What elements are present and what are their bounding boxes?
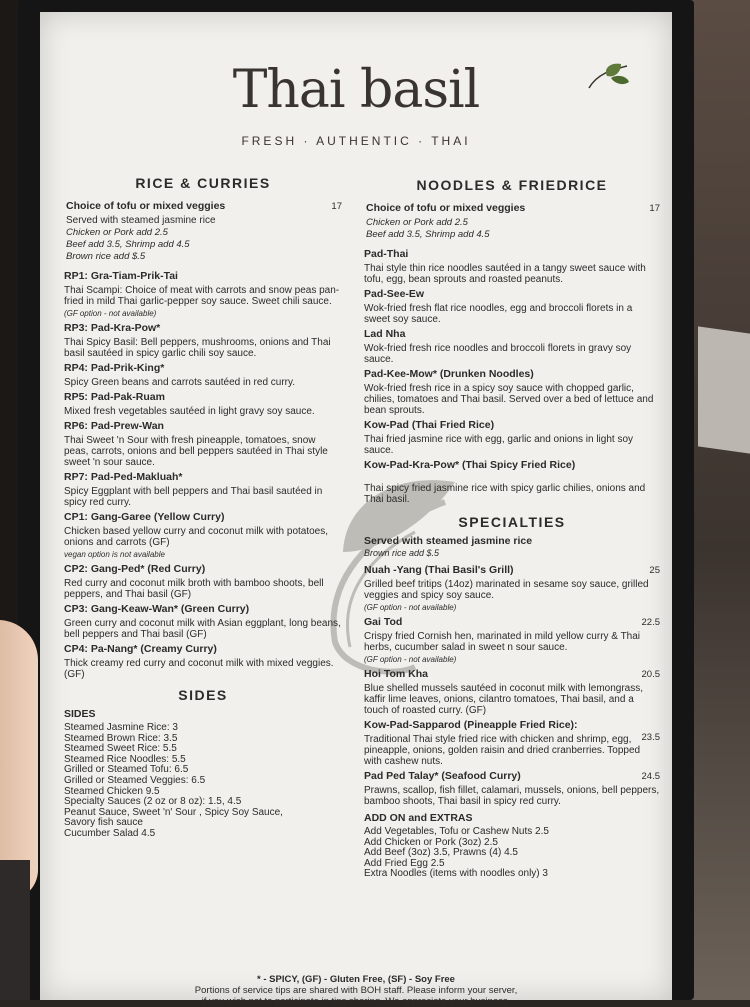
- item-price: 20.5: [641, 669, 660, 680]
- sides-subtitle: SIDES: [64, 708, 96, 720]
- footer-line: Portions of service tips are shared with BOH staff. Please inform your server,: [194, 985, 518, 996]
- item-name: RP1: Gra-Tiam-Prik-Tai: [64, 270, 178, 282]
- side-item: Grilled or Steamed Tofu: 6.5: [64, 764, 189, 776]
- item-price: 22.5: [641, 617, 660, 628]
- item-price: 23.5: [641, 732, 660, 743]
- choice-line: Beef add 3.5, Shrimp add 4.5: [366, 229, 490, 240]
- item-name: Gai Tod: [364, 616, 403, 628]
- section-title-specialties: SPECIALTIES: [458, 514, 566, 530]
- menu-item: [364, 329, 660, 365]
- menu-item: [64, 644, 342, 680]
- specialties-intro: Served with steamed jasmine rice: [364, 535, 533, 547]
- item-note: vegan option is not available: [64, 550, 165, 559]
- footer-line: if you wish not to participate in tips sharing. We appreciate your business.: [201, 996, 511, 1007]
- addon-item: Add Beef (3oz) 3.5, Prawns (4) 4.5: [364, 847, 518, 859]
- item-desc: Red curry and coconut milk broth with bamboo shoots, bell peppers, and Thai basil (GF): [64, 578, 324, 600]
- menu-item: [64, 472, 342, 508]
- menu-item: [364, 420, 660, 456]
- basil-leaf-icon: [587, 62, 631, 92]
- item-desc: Wok-fried fresh rice noodles and broccoli florets in gravy soy sauce.: [364, 343, 632, 365]
- choice-line: Brown rice add $.5: [66, 251, 146, 262]
- addon-list: [364, 827, 660, 880]
- choice-price: 17: [331, 201, 342, 212]
- item-name: Pad-Kee-Mow* (Drunken Noodles): [364, 368, 534, 380]
- item-desc: Traditional Thai style fried rice with chicken and shrimp, egg, pineapple, onions, golden raisin and dried cranberries. Topped with cashew nuts.: [364, 734, 641, 767]
- background-paper: [698, 326, 750, 453]
- logo: [40, 60, 672, 148]
- item-name: CP3: Gang-Keaw-Wan* (Green Curry): [64, 603, 250, 615]
- item-name: Kow-Pad-Kra-Pow* (Thai Spicy Fried Rice): [364, 459, 576, 471]
- menu-item: [364, 460, 660, 505]
- item-name: Pad-Thai: [364, 248, 409, 260]
- menu-item: [64, 512, 342, 560]
- side-item: Steamed Brown Rice: 3.5: [64, 732, 178, 744]
- item-name: Lad Nha: [364, 328, 406, 340]
- item-desc: Wok-fried fresh flat rice noodles, egg and broccoli florets in a sweet soy sauce.: [364, 303, 633, 325]
- side-item: Grilled or Steamed Veggies: 6.5: [64, 774, 206, 786]
- item-desc: Prawns, scallop, fish fillet, calamari, mussels, onions, bell peppers, bamboo shoots, Thai basil in spicy red curry.: [364, 785, 660, 807]
- side-item: Steamed Jasmine Rice: 3: [64, 722, 178, 733]
- side-item: Steamed Sweet Rice: 5.5: [64, 743, 177, 755]
- choice-line: Chicken or Pork add 2.5: [66, 227, 168, 238]
- side-item: Cucumber Salad 4.5: [64, 827, 156, 839]
- item-note: (GF option - not available): [364, 603, 457, 612]
- side-item: Steamed Chicken 9.5: [64, 785, 160, 797]
- menu-item: [64, 421, 342, 468]
- item-name: CP4: Pa-Nang* (Creamy Curry): [64, 643, 217, 655]
- side-item: Steamed Rice Noodles: 5.5: [64, 753, 186, 765]
- addon-title: ADD ON and EXTRAS: [364, 812, 473, 824]
- specialty-item: [364, 617, 660, 665]
- item-name: Hoi Tom Kha: [364, 668, 428, 680]
- menu-item: [64, 604, 342, 640]
- section-title-rice-curries: RICE & CURRIES: [135, 175, 271, 191]
- item-desc: Spicy Green beans and carrots sautéed in red curry.: [64, 377, 296, 388]
- specialty-item: [364, 720, 660, 767]
- item-desc: Thai Spicy Basil: Bell peppers, mushrooms, onions and Thai basil sautéed in spicy garlic chili soy sauce.: [64, 337, 331, 359]
- menu-item: [364, 289, 660, 325]
- item-desc: Thai fried jasmine rice with egg, garlic and onions in light soy sauce.: [364, 434, 634, 456]
- menu-item: [64, 363, 342, 388]
- item-desc: Crispy fried Cornish hen, marinated in mild yellow curry & Thai herbs, cucumber salad in sweet n sour sauce.: [364, 631, 641, 653]
- menu-item: [64, 271, 342, 319]
- item-name: RP3: Pad-Kra-Pow*: [64, 322, 161, 334]
- item-name: RP7: Pad-Ped-Makluah*: [64, 471, 183, 483]
- menu-item: [64, 323, 342, 359]
- item-desc: Thai Scampi: Choice of meat with carrots and snow peas pan-fried in mild Thai garlic-pepper soy sauce. Sweet chili sauce.: [64, 285, 340, 307]
- item-price: 25: [649, 565, 660, 576]
- specialties-intro-note: Brown rice add $.5: [364, 548, 440, 558]
- item-name: Kow-Pad-Sapparod (Pineapple Fried Rice):: [364, 719, 578, 731]
- choice-name: Choice of tofu or mixed veggies: [66, 200, 226, 212]
- item-desc: Thick creamy red curry and coconut milk with mixed veggies. (GF): [64, 658, 334, 680]
- menu-page: [40, 12, 672, 1007]
- hand-thumb: [0, 620, 38, 900]
- side-item: Specialty Sauces (2 oz or 8 oz): 1.5, 4.5: [64, 796, 242, 808]
- menu-item: [364, 249, 660, 285]
- item-note: (GF option - not available): [64, 309, 157, 318]
- side-item: Savory fish sauce: [64, 817, 143, 829]
- menu-item: [364, 369, 660, 416]
- item-desc: Wok-fried fresh rice in a spicy soy sauce with chopped garlic, chilies, tomatoes and Thai basil. Served over a bed of lettuce and bean sprouts.: [364, 383, 654, 416]
- item-name: RP4: Pad-Prik-King*: [64, 362, 165, 374]
- item-price: 24.5: [641, 771, 660, 782]
- item-name: RP5: Pad-Pak-Ruam: [64, 391, 165, 403]
- item-name: Pad-See-Ew: [364, 288, 425, 300]
- logo-text: Thai basil: [232, 60, 480, 120]
- item-desc: Grilled beef tritips (14oz) marinated in sesame soy sauce, grilled veggies and spicy soy sauce.: [364, 579, 649, 601]
- section-title-noodles: NOODLES & FRIEDRICE: [416, 177, 608, 193]
- specialty-item: [364, 771, 660, 807]
- addon-item: Add Vegetables, Tofu or Cashew Nuts 2.5: [364, 826, 549, 837]
- sleeve: [0, 860, 30, 1000]
- choice-name: Choice of tofu or mixed veggies: [366, 202, 526, 214]
- tagline: FRESH · AUTHENTIC · THAI: [241, 134, 471, 148]
- menu-item: [64, 392, 342, 417]
- item-name: CP2: Gang-Ped* (Red Curry): [64, 563, 206, 575]
- item-desc: Thai Sweet 'n Sour with fresh pineapple, tomatoes, snow peas, carrots, onions and bell peppers sautéed in Thai style sweet 'n sour sauce.: [64, 435, 328, 468]
- left-column: [64, 175, 342, 840]
- item-desc: Spicy Eggplant with bell peppers and Thai basil sautéed in spicy red curry.: [64, 486, 323, 508]
- side-item: Peanut Sauce, Sweet 'n' Sour , Spicy Soy Sauce,: [64, 806, 283, 818]
- right-column: [364, 177, 660, 880]
- item-desc: Green curry and coconut milk with Asian eggplant, long beans, bell peppers and Thai basil (GF): [64, 618, 341, 640]
- item-name: Nuah -Yang (Thai Basil's Grill): [364, 564, 514, 576]
- choice-line: Chicken or Pork add 2.5: [366, 217, 468, 228]
- sides-list: [64, 723, 342, 840]
- item-desc: Chicken based yellow curry and coconut milk with potatoes, onions and carrots (GF): [64, 526, 329, 548]
- addon-item: Add Chicken or Pork (3oz) 2.5: [364, 836, 498, 848]
- item-name: Pad Ped Talay* (Seafood Curry): [364, 770, 521, 782]
- item-name: RP6: Pad-Prew-Wan: [64, 420, 164, 432]
- item-desc: Mixed fresh vegetables sautéed in light gravy soy sauce.: [64, 406, 315, 417]
- item-name: Kow-Pad (Thai Fried Rice): [364, 419, 495, 431]
- choice-block: [364, 203, 660, 240]
- item-name: CP1: Gang-Garee (Yellow Curry): [64, 511, 225, 523]
- addon-item: Extra Noodles (items with noodles only) 3: [364, 868, 548, 880]
- menu-item: [64, 564, 342, 600]
- choice-line: Beef add 3.5, Shrimp add 4.5: [66, 239, 190, 250]
- choice-block: [64, 201, 342, 262]
- item-desc: Blue shelled mussels sautéed in coconut milk with lemongrass, kaffir lime leaves, onions, cilantro tomatoes, Thai basil, and a touch of roasted curry. (GF): [364, 683, 644, 716]
- item-desc: Thai spicy fried jasmine rice with spicy garlic chilies, onions and Thai basil.: [364, 483, 646, 505]
- choice-line: Served with steamed jasmine rice: [66, 215, 216, 226]
- addon-item: Add Fried Egg 2.5: [364, 857, 445, 869]
- footer-legend: * - SPICY, (GF) - Gluten Free, (SF) - Soy Free: [257, 974, 455, 985]
- footer: [40, 974, 672, 1007]
- specialty-item: [364, 669, 660, 716]
- section-title-sides: SIDES: [178, 687, 228, 703]
- item-note: (GF option - not available): [364, 655, 457, 664]
- choice-price: 17: [649, 203, 660, 214]
- specialty-item: [364, 565, 660, 613]
- item-desc: Thai style thin rice noodles sautéed in a tangy sweet sauce with tofu, egg, bean sprouts and roasted peanuts.: [364, 263, 646, 285]
